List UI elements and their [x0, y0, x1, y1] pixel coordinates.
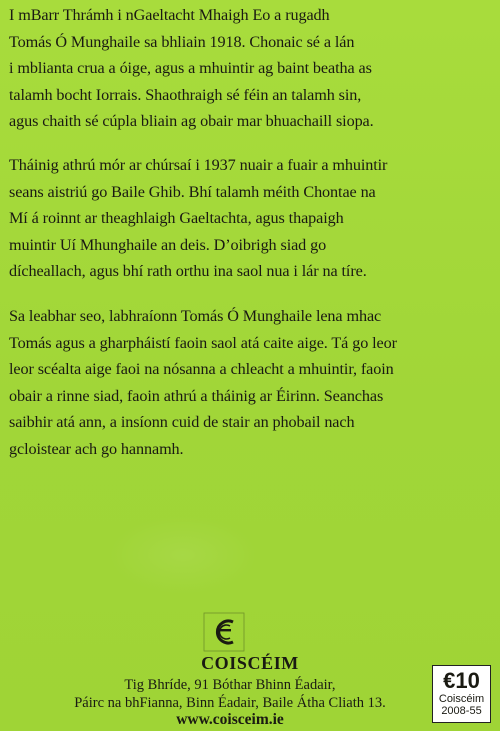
text-line: Tomás Ó Munghaile sa bhliain 1918. Chonaic sé a lán: [9, 32, 355, 51]
text-line: Tomás agus a gharpháistí faoin saol atá caite aige. Tá go leor: [9, 333, 397, 352]
text-line: Tháinig athrú mór ar chúrsaí i 1937 nuair a fuair a mhuintir: [9, 156, 388, 174]
text-line: talamh bocht Iorrais. Shaothraigh sé féin an talamh sin,: [9, 85, 362, 104]
text-line: seans aistriú go Baile Ghib. Bhí talamh méith Chontae na: [9, 182, 376, 201]
publisher-website[interactable]: www.coisceim.ie: [176, 711, 284, 728]
text-line: muintir Uí Mhunghaile an deis. D’oibrigh siad go: [9, 235, 327, 254]
price-code: 2008-55: [441, 705, 482, 717]
text-line: agus chaith sé cúpla bliain ag obair mar bhuachaill siopa.: [9, 112, 374, 131]
text-line: saibhir atá ann, a insíonn cuid de stair an phobail nach: [9, 413, 355, 432]
paragraph-3: [9, 303, 479, 463]
coisceim-logo-icon: [203, 612, 245, 652]
paragraph-2: [9, 152, 479, 285]
price-value: €10: [443, 668, 480, 693]
background-texture: [108, 515, 258, 595]
text-line: obair a rinne siad, faoin athrú a tháinig ar Éirinn. Seanchas: [9, 386, 384, 405]
text-line: leor scéalta aige faoi na nósanna a chleacht a mhuintir, faoin: [9, 360, 394, 379]
price-publisher: Coiscéim: [438, 693, 485, 705]
publisher-name: COISCÉIM: [201, 653, 299, 673]
text-line: i mblianta crua a óige, agus a mhuintir ag baint beatha as: [9, 59, 372, 78]
text-line: dícheallach, agus bhí rath orthu ina saol nua i lár na tíre.: [9, 262, 367, 281]
text-line: Mí á roinnt ar theaghlaigh Gaeltachta, agus thapaigh: [9, 209, 344, 228]
text-line: Sa leabhar seo, labhraíonn Tomás Ó Munghaile lena mhac: [9, 307, 382, 325]
publisher-address-line-1: Tig Bhríde, 91 Bóthar Bhinn Éadair,: [124, 677, 336, 693]
text-line: I mBarr Thrámh i nGaeltacht Mhaigh Eo a rugadh: [9, 6, 330, 24]
text-line: gcloistear ach go hannamh.: [9, 439, 184, 458]
price-tag: [432, 665, 491, 723]
publisher-address-line-2: Páirc na bhFianna, Binn Éadair, Baile Átha Cliath 13.: [74, 695, 386, 711]
paragraph-1: [9, 2, 479, 135]
